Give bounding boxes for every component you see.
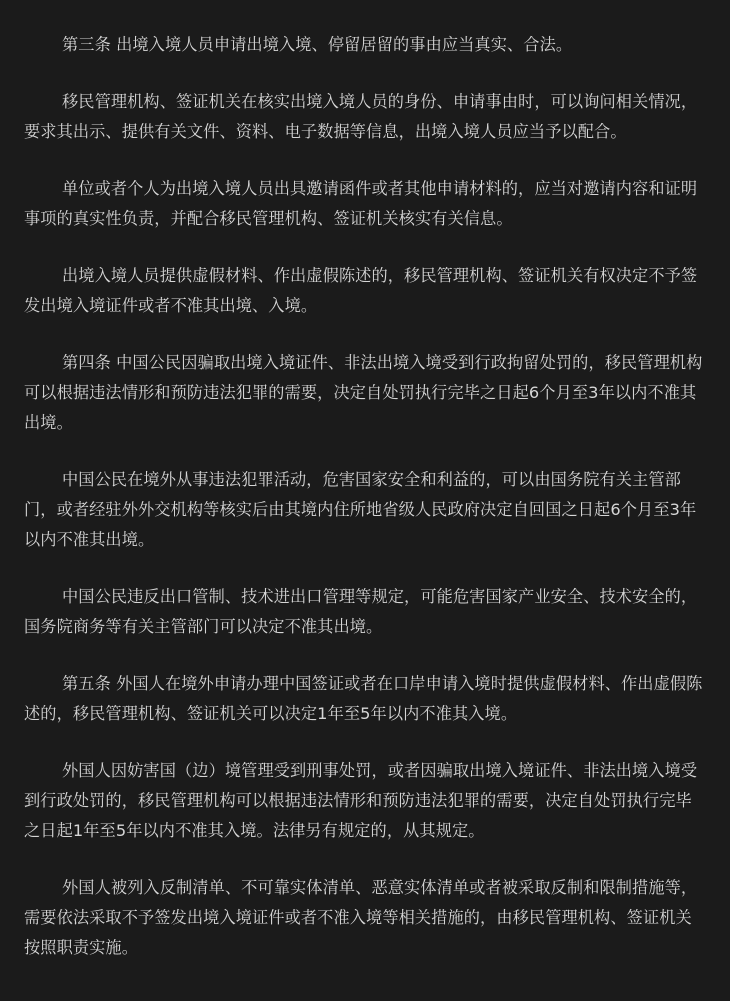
paragraph-article-5: 第五条 外国人在境外申请办理中国签证或者在口岸申请入境时提供虚假材料、作出虚假陈述的，移民管理机构、签证机关可以决定1年至5年以内不准其入境。 [24,674,703,723]
paragraph: 外国人因妨害国（边）境管理受到刑事处罚，或者因骗取出境入境证件、非法出境入境受到行政处罚的，移民管理机构可以根据违法情形和预防违法犯罪的需要，决定自处罚执行完毕之日起1年至5年以内不准其入境。法律另有规定的，从其规定。 [24,761,698,840]
paragraph: 出境入境人员提供虚假材料、作出虚假陈述的，移民管理机构、签证机关有权决定不予签发出境入境证件或者不准其出境、入境。 [24,266,698,315]
paragraph-article-3: 第三条 出境入境人员申请出境入境、停留居留的事由应当真实、合法。 [62,35,573,54]
paragraph: 移民管理机构、签证机关在核实出境入境人员的身份、申请事由时，可以询问相关情况，要求其出示、提供有关文件、资料、电子数据等信息，出境入境人员应当予以配合。 [24,92,698,141]
paragraph-article-4: 第四条 中国公民因骗取出境入境证件、非法出境入境受到行政拘留处罚的，移民管理机构可以根据违法情形和预防违法犯罪的需要，决定自处罚执行完毕之日起6个月至3年以内不准其出境。 [24,353,703,432]
paragraph: 中国公民违反出口管制、技术进出口管理等规定，可能危害国家产业安全、技术安全的，国务院商务等有关主管部门可以决定不准其出境。 [24,587,698,636]
paragraph: 单位或者个人为出境入境人员出具邀请函件或者其他申请材料的，应当对邀请内容和证明事项的真实性负责，并配合移民管理机构、签证机关核实有关信息。 [24,179,698,228]
paragraph: 外国人被列入反制清单、不可靠实体清单、恶意实体清单或者被采取反制和限制措施等，需要依法采取不予签发出境入境证件或者不准入境等相关措施的，由移民管理机构、签证机关按照职责实施。 [24,878,698,957]
paragraph: 中国公民在境外从事违法犯罪活动，危害国家安全和利益的，可以由国务院有关主管部门，或者经驻外外交机构等核实后由其境内住所地省级人民政府决定自回国之日起6个月至3年以内不准其出境。 [24,470,697,549]
